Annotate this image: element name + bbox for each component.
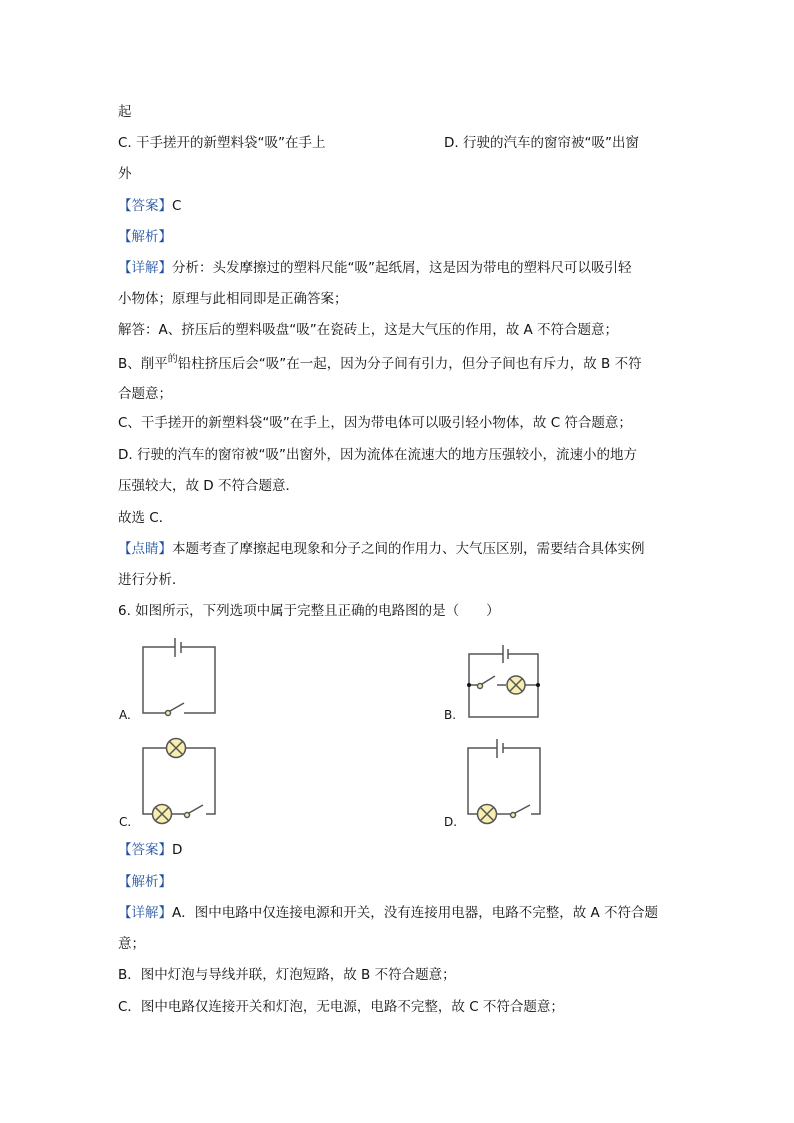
answer-tag: 【答案】 xyxy=(118,198,172,214)
text-line: 合题意； xyxy=(118,386,172,402)
text-line: 小物体；原理与此相同即是正确答案； xyxy=(118,291,348,307)
option-c: C. 干手搓开的新塑料袋“吸”在手上 xyxy=(118,135,326,151)
text: 的 xyxy=(167,354,178,365)
detail-line xyxy=(118,904,658,922)
analysis-tag: 【解析】 xyxy=(118,874,172,890)
detail-tag: 【详解】 xyxy=(118,260,172,276)
text-line: C．图中电路仅连接开关和灯泡，无电源，电路不完整，故 C 不符合题意； xyxy=(118,999,564,1015)
circuit-d-label: D. xyxy=(444,815,458,829)
circuit-d xyxy=(468,739,540,824)
answer-value: D xyxy=(172,842,183,858)
text-line: 起 xyxy=(118,104,132,120)
text-line: 意； xyxy=(118,936,145,952)
switch-icon xyxy=(478,684,483,689)
analysis-tag: 【解析】 xyxy=(118,229,172,245)
circuit-a xyxy=(143,638,215,716)
text-line: 解答：A、挤压后的塑料吸盘“吸”在瓷砖上，这是大气压的作用，故 A 不符合题意； xyxy=(118,322,619,338)
switch-icon xyxy=(511,813,516,818)
answer-line xyxy=(118,841,182,859)
text: 本题考查了摩擦起电现象和分子之间的作用力、大气压区别，需要结合具体实例 xyxy=(172,541,645,557)
text: B、削平 xyxy=(118,356,168,372)
switch-icon xyxy=(185,813,190,818)
text: 铅柱挤压后会“吸”在一起，因为分子间有引力，但分子间也有斥力，故 B 不符 xyxy=(177,356,642,372)
option-d: D. 行驶的汽车的窗帘被“吸”出窗 xyxy=(444,135,639,151)
text: A．图中电路中仅连接电源和开关，没有连接用电器，电路不完整，故 A 不符合题 xyxy=(172,905,659,921)
answer-value: C xyxy=(172,198,182,214)
text-line: 故选 C． xyxy=(118,510,173,526)
question-6: 6. 如图所示，下列选项中属于完整且正确的电路图的是（ ） xyxy=(118,603,500,619)
detail-tag: 【详解】 xyxy=(118,905,172,921)
circuit-b xyxy=(467,645,540,717)
text-line: C、干手搓开的新塑料袋“吸”在手上，因为带电体可以吸引轻小物体，故 C 符合题意； xyxy=(118,415,632,431)
text-line: D. 行驶的汽车的窗帘被“吸”出窗外，因为流体在流速大的地方压强较小，流速小的地方 xyxy=(118,447,637,463)
text-line: 进行分析． xyxy=(118,572,186,588)
circuit-b-label: B. xyxy=(444,708,457,722)
text-line: 压强较大，故 D 不符合题意． xyxy=(118,478,299,494)
answer-tag: 【答案】 xyxy=(118,842,172,858)
circuit-c-label: C. xyxy=(119,815,132,829)
circuit-a-label: A. xyxy=(119,708,131,722)
switch-icon xyxy=(166,711,171,716)
text: 分析：头发摩擦过的塑料尺能“吸”起纸屑，这是因为带电的塑料尺可以吸引轻 xyxy=(172,260,632,276)
tip-tag: 【点睛】 xyxy=(118,541,172,557)
circuit-c xyxy=(143,739,215,824)
text-line: 外 xyxy=(118,166,132,182)
text-line: B．图中灯泡与导线并联，灯泡短路，故 B 不符合题意； xyxy=(118,967,456,983)
